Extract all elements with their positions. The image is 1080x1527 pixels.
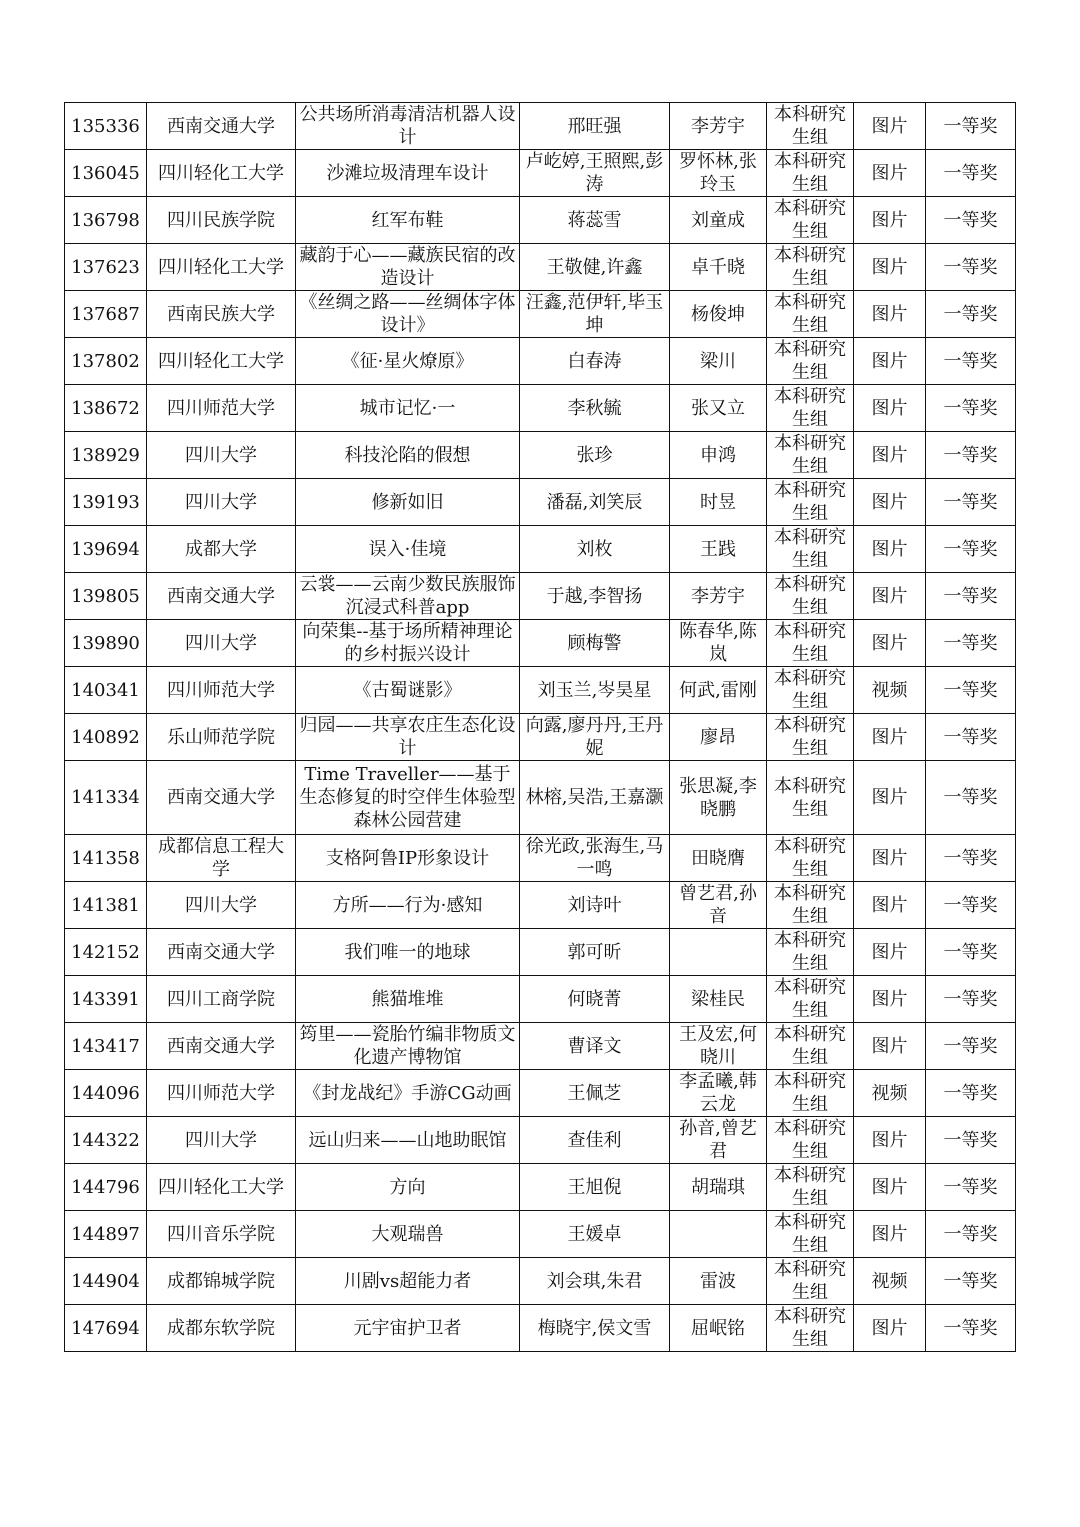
cell-school: 成都东软学院 [147,1305,296,1352]
cell-award: 一等奖 [926,1117,1016,1164]
cell-id: 139805 [65,573,147,620]
cell-advisor: 梁桂民 [670,976,767,1023]
cell-school: 四川大学 [147,479,296,526]
cell-advisor: 屈岷铭 [670,1305,767,1352]
table-row [65,385,1016,432]
cell-id: 143417 [65,1023,147,1070]
table-row [65,573,1016,620]
cell-id: 143391 [65,976,147,1023]
cell-type: 图片 [854,620,926,667]
cell-authors: 梅晓宇,侯文雪 [520,1305,670,1352]
cell-school: 西南交通大学 [147,1023,296,1070]
cell-title: 云裳——云南少数民族服饰沉浸式科普app [296,573,520,620]
cell-award: 一等奖 [926,835,1016,882]
cell-advisor: 卓千晓 [670,244,767,291]
cell-school: 乐山师范学院 [147,714,296,761]
cell-authors: 李秋毓 [520,385,670,432]
cell-advisor: 梁川 [670,338,767,385]
cell-advisor: 申鸿 [670,432,767,479]
cell-school: 四川轻化工大学 [147,244,296,291]
cell-type: 图片 [854,103,926,150]
cell-authors: 刘会琪,朱君 [520,1258,670,1305]
cell-title: 归园——共享农庄生态化设计 [296,714,520,761]
cell-title: 公共场所消毒清洁机器人设计 [296,103,520,150]
cell-advisor: 王及宏,何晓川 [670,1023,767,1070]
cell-award: 一等奖 [926,1164,1016,1211]
cell-school: 西南交通大学 [147,761,296,835]
cell-title: 我们唯一的地球 [296,929,520,976]
cell-id: 137623 [65,244,147,291]
cell-authors: 王佩芝 [520,1070,670,1117]
cell-group: 本科研究生组 [767,197,854,244]
cell-type: 图片 [854,197,926,244]
cell-type: 图片 [854,1117,926,1164]
table-row [65,432,1016,479]
cell-title: 远山归来——山地助眠馆 [296,1117,520,1164]
cell-school: 四川大学 [147,1117,296,1164]
cell-type: 图片 [854,479,926,526]
cell-school: 成都大学 [147,526,296,573]
cell-type: 图片 [854,385,926,432]
table-body [65,103,1016,1352]
table-row [65,526,1016,573]
table-row [65,667,1016,714]
cell-award: 一等奖 [926,432,1016,479]
cell-type: 图片 [854,526,926,573]
table-row [65,1070,1016,1117]
cell-group: 本科研究生组 [767,1023,854,1070]
cell-type: 图片 [854,432,926,479]
cell-title: 筠里——瓷胎竹编非物质文化遗产博物馆 [296,1023,520,1070]
cell-title: 误入·佳境 [296,526,520,573]
cell-type: 图片 [854,291,926,338]
cell-advisor: 刘童成 [670,197,767,244]
cell-id: 137802 [65,338,147,385]
cell-advisor: 时昱 [670,479,767,526]
table-row [65,1023,1016,1070]
cell-authors: 王旭倪 [520,1164,670,1211]
table-row [65,244,1016,291]
cell-advisor: 李芳宇 [670,103,767,150]
cell-authors: 查佳利 [520,1117,670,1164]
cell-group: 本科研究生组 [767,1070,854,1117]
cell-id: 139890 [65,620,147,667]
cell-id: 136798 [65,197,147,244]
cell-group: 本科研究生组 [767,291,854,338]
cell-award: 一等奖 [926,338,1016,385]
cell-id: 147694 [65,1305,147,1352]
cell-award: 一等奖 [926,573,1016,620]
cell-advisor: 胡瑞琪 [670,1164,767,1211]
cell-award: 一等奖 [926,761,1016,835]
cell-authors: 刘诗叶 [520,882,670,929]
cell-authors: 曹译文 [520,1023,670,1070]
table-row [65,1258,1016,1305]
cell-group: 本科研究生组 [767,929,854,976]
cell-id: 141358 [65,835,147,882]
cell-school: 西南交通大学 [147,929,296,976]
cell-award: 一等奖 [926,244,1016,291]
cell-award: 一等奖 [926,291,1016,338]
cell-title: 方向 [296,1164,520,1211]
cell-advisor: 李芳宇 [670,573,767,620]
cell-group: 本科研究生组 [767,882,854,929]
cell-award: 一等奖 [926,667,1016,714]
cell-award: 一等奖 [926,150,1016,197]
cell-school: 四川民族学院 [147,197,296,244]
cell-school: 四川音乐学院 [147,1211,296,1258]
cell-type: 图片 [854,150,926,197]
cell-id: 144897 [65,1211,147,1258]
cell-group: 本科研究生组 [767,150,854,197]
cell-advisor: 廖昂 [670,714,767,761]
cell-school: 四川师范大学 [147,385,296,432]
cell-award: 一等奖 [926,385,1016,432]
cell-school: 四川工商学院 [147,976,296,1023]
cell-group: 本科研究生组 [767,526,854,573]
table-row [65,1305,1016,1352]
cell-type: 图片 [854,976,926,1023]
cell-group: 本科研究生组 [767,244,854,291]
cell-id: 142152 [65,929,147,976]
cell-type: 图片 [854,1023,926,1070]
cell-title: 《丝绸之路——丝绸体字体设计》 [296,291,520,338]
cell-school: 成都锦城学院 [147,1258,296,1305]
cell-id: 139193 [65,479,147,526]
cell-group: 本科研究生组 [767,835,854,882]
cell-authors: 林榕,吴浩,王嘉灏 [520,761,670,835]
cell-id: 138929 [65,432,147,479]
table-row [65,761,1016,835]
cell-authors: 白春涛 [520,338,670,385]
cell-authors: 刘枚 [520,526,670,573]
cell-type: 图片 [854,761,926,835]
cell-id: 144904 [65,1258,147,1305]
cell-advisor: 罗怀林,张玲玉 [670,150,767,197]
cell-authors: 顾梅警 [520,620,670,667]
table-row [65,1164,1016,1211]
table-row [65,150,1016,197]
cell-type: 图片 [854,1211,926,1258]
table-row [65,835,1016,882]
cell-title: 熊猫堆堆 [296,976,520,1023]
cell-title: 大观瑞兽 [296,1211,520,1258]
cell-id: 140341 [65,667,147,714]
cell-award: 一等奖 [926,526,1016,573]
cell-authors: 张珍 [520,432,670,479]
cell-award: 一等奖 [926,976,1016,1023]
cell-type: 图片 [854,882,926,929]
cell-group: 本科研究生组 [767,479,854,526]
cell-type: 视频 [854,667,926,714]
cell-type: 图片 [854,244,926,291]
cell-authors: 王敬健,许鑫 [520,244,670,291]
cell-advisor [670,1211,767,1258]
cell-school: 四川轻化工大学 [147,1164,296,1211]
cell-title: 红军布鞋 [296,197,520,244]
cell-school: 四川轻化工大学 [147,150,296,197]
cell-group: 本科研究生组 [767,1258,854,1305]
cell-advisor: 陈春华,陈岚 [670,620,767,667]
cell-type: 图片 [854,1305,926,1352]
cell-group: 本科研究生组 [767,714,854,761]
cell-authors: 邢旺强 [520,103,670,150]
cell-group: 本科研究生组 [767,1164,854,1211]
cell-school: 四川大学 [147,620,296,667]
cell-award: 一等奖 [926,103,1016,150]
cell-group: 本科研究生组 [767,338,854,385]
cell-type: 图片 [854,929,926,976]
cell-advisor: 何武,雷刚 [670,667,767,714]
cell-type: 图片 [854,714,926,761]
cell-title: 城市记忆·一 [296,385,520,432]
cell-title: 元宇宙护卫者 [296,1305,520,1352]
cell-title: 修新如旧 [296,479,520,526]
cell-school: 四川轻化工大学 [147,338,296,385]
cell-group: 本科研究生组 [767,103,854,150]
table-row [65,479,1016,526]
cell-title: 《征·星火燎原》 [296,338,520,385]
cell-authors: 于越,李智扬 [520,573,670,620]
cell-id: 135336 [65,103,147,150]
cell-group: 本科研究生组 [767,1305,854,1352]
table-row [65,929,1016,976]
cell-advisor: 田晓膺 [670,835,767,882]
cell-award: 一等奖 [926,479,1016,526]
cell-school: 四川大学 [147,882,296,929]
cell-group: 本科研究生组 [767,620,854,667]
cell-id: 140892 [65,714,147,761]
cell-type: 图片 [854,573,926,620]
cell-title: 川剧vs超能力者 [296,1258,520,1305]
table-row [65,197,1016,244]
cell-advisor: 李孟曦,韩云龙 [670,1070,767,1117]
cell-authors: 潘磊,刘笑辰 [520,479,670,526]
cell-school: 四川师范大学 [147,667,296,714]
table-row [65,1211,1016,1258]
cell-authors: 蒋蕊雪 [520,197,670,244]
cell-award: 一等奖 [926,1023,1016,1070]
cell-authors: 刘玉兰,岑昊星 [520,667,670,714]
cell-award: 一等奖 [926,620,1016,667]
cell-advisor: 王践 [670,526,767,573]
cell-authors: 王媛卓 [520,1211,670,1258]
cell-school: 四川大学 [147,432,296,479]
cell-advisor [670,929,767,976]
cell-award: 一等奖 [926,1305,1016,1352]
cell-advisor: 曾艺君,孙音 [670,882,767,929]
cell-group: 本科研究生组 [767,667,854,714]
cell-id: 144322 [65,1117,147,1164]
cell-authors: 郭可昕 [520,929,670,976]
cell-advisor: 张又立 [670,385,767,432]
cell-title: 《古蜀谜影》 [296,667,520,714]
cell-award: 一等奖 [926,197,1016,244]
cell-group: 本科研究生组 [767,1211,854,1258]
cell-award: 一等奖 [926,882,1016,929]
cell-title: 沙滩垃圾清理车设计 [296,150,520,197]
cell-id: 137687 [65,291,147,338]
cell-school: 四川师范大学 [147,1070,296,1117]
table-row [65,103,1016,150]
cell-advisor: 张思凝,李晓鹏 [670,761,767,835]
cell-advisor: 杨俊坤 [670,291,767,338]
cell-group: 本科研究生组 [767,432,854,479]
cell-id: 144096 [65,1070,147,1117]
cell-group: 本科研究生组 [767,385,854,432]
cell-authors: 汪鑫,范伊轩,毕玉坤 [520,291,670,338]
cell-type: 视频 [854,1258,926,1305]
table-row [65,338,1016,385]
cell-title: 藏韵于心——藏族民宿的改造设计 [296,244,520,291]
cell-title: 支格阿鲁IP形象设计 [296,835,520,882]
cell-award: 一等奖 [926,714,1016,761]
cell-type: 图片 [854,1164,926,1211]
cell-school: 西南交通大学 [147,573,296,620]
cell-type: 图片 [854,835,926,882]
cell-id: 139694 [65,526,147,573]
cell-group: 本科研究生组 [767,761,854,835]
cell-title: 科技沦陷的假想 [296,432,520,479]
cell-id: 141381 [65,882,147,929]
table-row [65,882,1016,929]
cell-group: 本科研究生组 [767,976,854,1023]
cell-title: Time Traveller——基于生态修复的时空伴生体验型森林公园营建 [296,761,520,835]
cell-authors: 卢屹婷,王照熙,彭涛 [520,150,670,197]
cell-type: 图片 [854,338,926,385]
cell-school: 西南交通大学 [147,103,296,150]
cell-type: 视频 [854,1070,926,1117]
cell-school: 西南民族大学 [147,291,296,338]
cell-award: 一等奖 [926,1211,1016,1258]
table-row [65,976,1016,1023]
cell-advisor: 雷波 [670,1258,767,1305]
cell-title: 方所——行为·感知 [296,882,520,929]
cell-award: 一等奖 [926,1070,1016,1117]
cell-award: 一等奖 [926,929,1016,976]
cell-id: 144796 [65,1164,147,1211]
cell-id: 141334 [65,761,147,835]
cell-group: 本科研究生组 [767,1117,854,1164]
table-row [65,1117,1016,1164]
cell-group: 本科研究生组 [767,573,854,620]
cell-id: 136045 [65,150,147,197]
cell-authors: 向露,廖丹丹,王丹妮 [520,714,670,761]
cell-advisor: 孙音,曾艺君 [670,1117,767,1164]
table-row [65,714,1016,761]
cell-title: 向荣集--基于场所精神理论的乡村振兴设计 [296,620,520,667]
cell-authors: 徐光政,张海生,马一鸣 [520,835,670,882]
cell-school: 成都信息工程大学 [147,835,296,882]
table-row [65,291,1016,338]
cell-title: 《封龙战纪》手游CG动画 [296,1070,520,1117]
cell-authors: 何晓菁 [520,976,670,1023]
table-row [65,620,1016,667]
awards-table [64,102,1016,1352]
cell-id: 138672 [65,385,147,432]
cell-award: 一等奖 [926,1258,1016,1305]
